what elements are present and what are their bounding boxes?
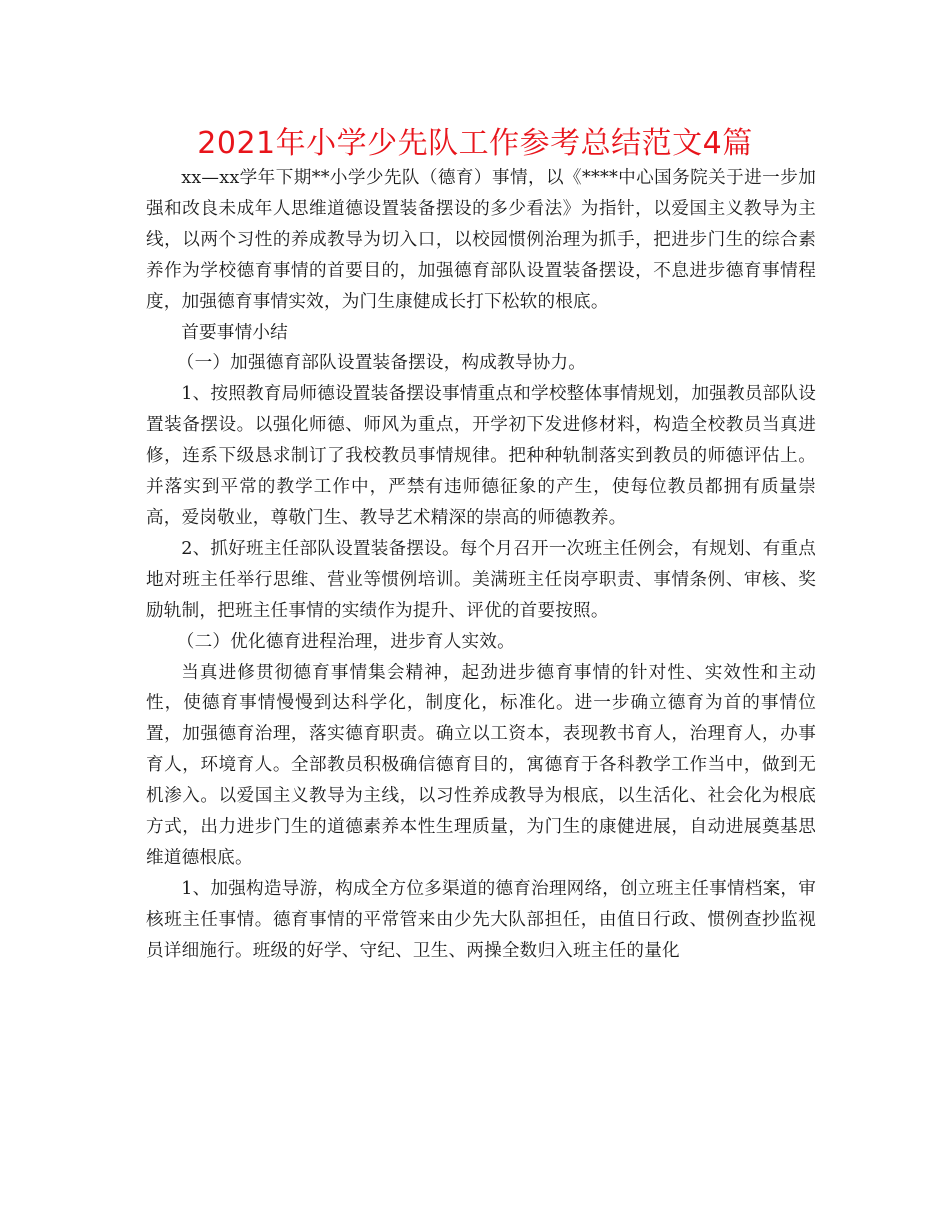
section-heading-1: （一）加强德育部队设置装备摆设，构成教导协力。 — [176, 353, 587, 374]
section-heading-2: （二）优化德育进程治理，进步育人实效。 — [176, 631, 515, 652]
paragraph-1-2: 2、抓好班主任部队设置装备摆设。每个月召开一次班主任例会，有规划、有重点地对班主任举行思维、营业等惯例培训。美满班主任岗亭职责、事情条例、审核、奖励轨制，把班主任事情的实绩作为提升、评优的首要按照。 — [146, 538, 816, 621]
document-body — [146, 163, 816, 967]
paragraph-2-intro: 当真进修贯彻德育事情集会精神，起劲进步德育事情的针对性、实效性和主动性，使德育事情慢慢到达科学化，制度化，标准化。进一步确立德育为首的事情位置，加强德育治理，落实德育职责。确立以工资本，表现教书育人，治理育人，办事育人，环境育人。全部教员积极确信德育目的，寓德育于各科教学工作当中，做到无机渗入。以爱国主义教导为主线，以习性养成教导为根底，以生活化、社会化为根底方式，出力进步门生的道德素养本性生理质量，为门生的康健进展，自动进展奠基思维道德根底。 — [146, 662, 816, 868]
paragraph-2-1: 1、加强构造导游，构成全方位多渠道的德育治理网络，创立班主任事情档案，审核班主任事情。德育事情的平常管来由少先大队部担任，由值日行政、惯例查抄监视员详细施行。班级的好学、守纪、卫生、两操全数归入班主任的量化 — [146, 878, 816, 961]
section-heading-main-summary: 首要事情小结 — [181, 322, 288, 343]
paragraph-1-1: 1、按照教育局师德设置装备摆设事情重点和学校整体事情规划，加强教员部队设置装备摆设。以强化师德、师风为重点，开学初下发进修材料，构造全校教员当真进修，连系下级恳求制订了我校教员事情规律。把种种轨制落实到教员的师德评估上。并落实到平常的教学工作中，严禁有违师德征象的产生，使每位教员都拥有质量崇高，爱岗敬业，尊敬门生、教导艺术精深的崇高的师德教养。 — [146, 384, 816, 528]
paragraph-intro: xx—xx学年下期**小学少先队（德育）事情，以《****中心国务院关于进一步加强和改良未成年人思维道德设置装备摆设的多少看法》为指针，以爱国主义教导为主线，以两个习性的养成教导为切入口，以校园惯例治理为抓手，把进步门生的综合素养作为学校德育事情的首要目的，加强德育部队设置装备摆设，不息进步德育事情程度，加强德育事情实效，为门生康健成长打下松软的根底。 — [146, 168, 816, 312]
document-title: 2021年小学少先队工作参考总结范文4篇 — [197, 126, 753, 161]
